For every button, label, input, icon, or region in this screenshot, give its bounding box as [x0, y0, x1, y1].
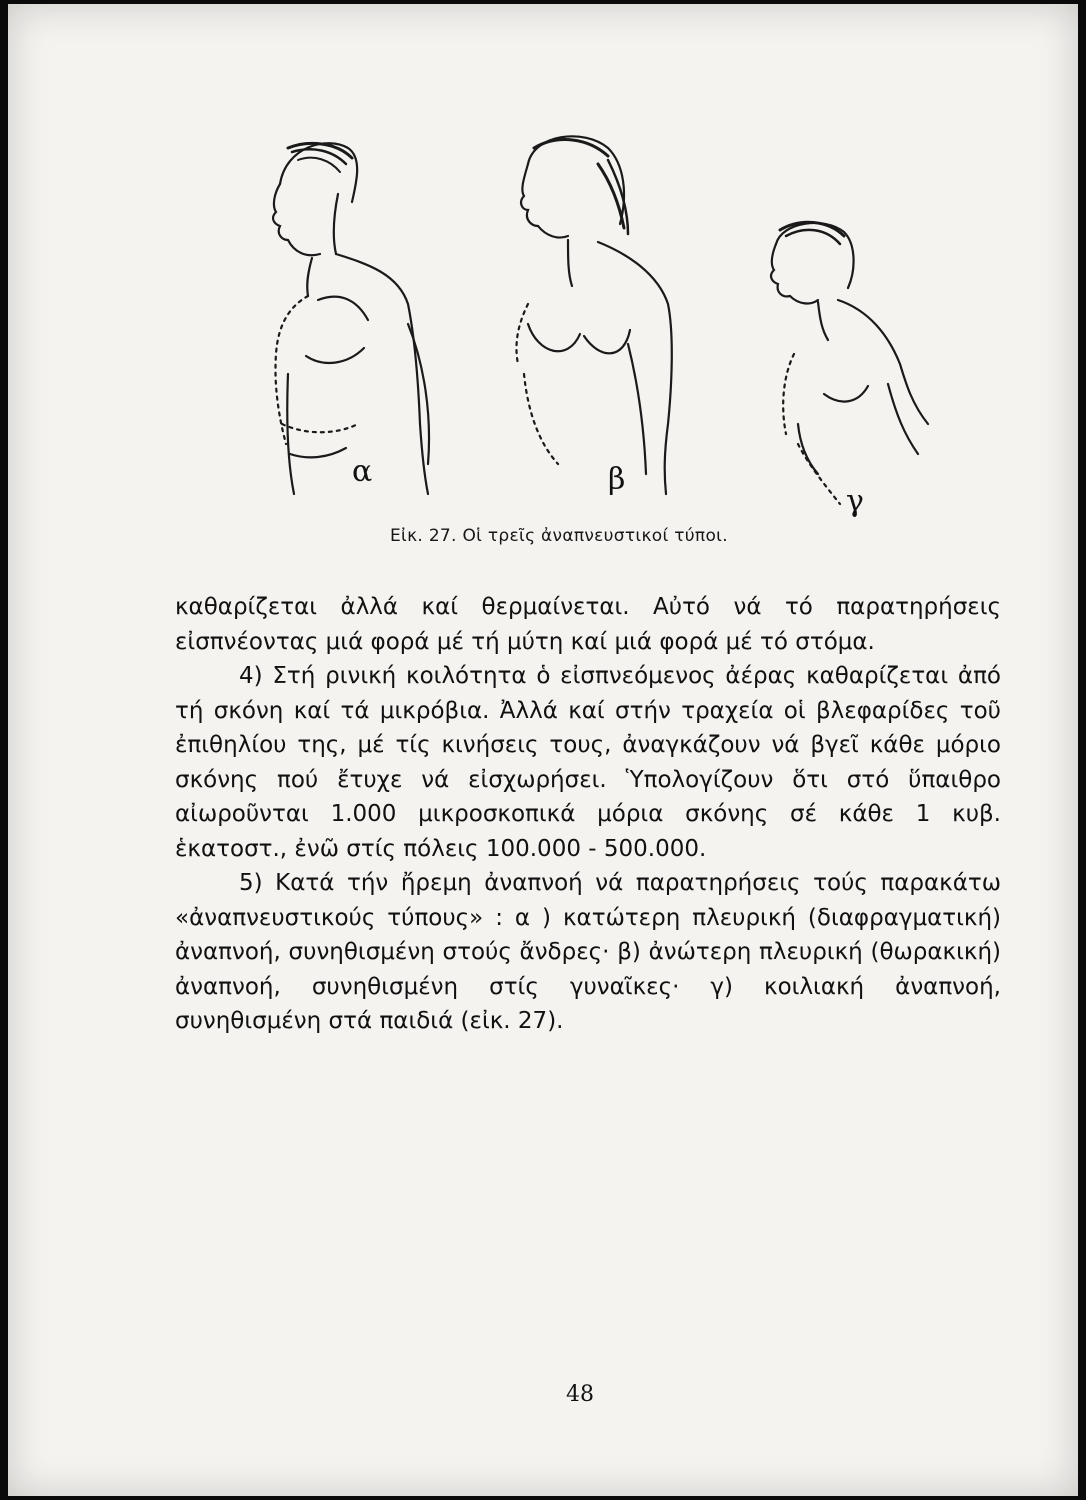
document-page [8, 4, 1078, 1496]
page-number: 48 [566, 1382, 594, 1407]
paragraph-3: 5) Κατά τήν ἤρεμη ἀναπνοή νά παρατηρήσεις τούς παρακάτω «ἀναπνευστικούς τύπους» : α ) κατώτερη πλευρική (διαφραγματική) ἀναπνοή, συνηθισμένη στούς ἄνδρες· β) ἀνώτερη πλευρική (θωρακική) ἀναπνοή, συνηθισμένη στίς γυναῖκες· γ) κοιλιακή ἀναπνοή, συνηθισμένη στά παιδιά (εἰκ. 27). [175, 870, 1001, 1034]
paragraph-2: 4) Στή ρινική κοιλότητα ὁ εἰσπνεόμενος ἀέρας καθαρίζεται ἀπό τή σκόνη καί τά μικρόβια. Ἀλλά καί στήν τραχεία οἱ βλεφαρίδες τοῦ ἐπιθηλίου της, μέ τίς κινήσεις τους, ἀναγκάζουν νά βγεῖ κάθε μόριο σκόνης πού ἔτυχε νά εἰσχωρήσει. Ὑπολογίζουν ὅτι στό ὕπαιθρο αἰωροῦνται 1.000 μικροσκοπικά μόρια σκόνης σέ κάθε 1 κυβ. ἑκατοστ., ἐνῶ στίς πόλεις 100.000 - 500.000. [175, 663, 1001, 862]
figure-label-gamma: γ [846, 484, 864, 519]
figure-27 [228, 124, 948, 534]
breathing-types-illustration [228, 124, 948, 534]
figure-gamma-drawing [771, 222, 928, 504]
figure-label-alpha: α [352, 454, 373, 489]
figure-beta-drawing [516, 136, 671, 494]
figure-label-beta: β [608, 462, 626, 497]
paragraph-1: καθαρίζεται ἀλλά καί θερμαίνεται. Αὐτό νά τό παρατηρήσεις εἰσπνέοντας μιά φορά μέ τή μύτη καί μιά φορά μέ τό στόμα. [175, 594, 1001, 655]
body-text [175, 590, 1001, 1039]
figure-caption: Εἰκ. 27. Οἱ τρεῖς ἀναπνευστικοί τύποι. [390, 526, 728, 546]
figure-alpha-drawing [273, 143, 429, 494]
